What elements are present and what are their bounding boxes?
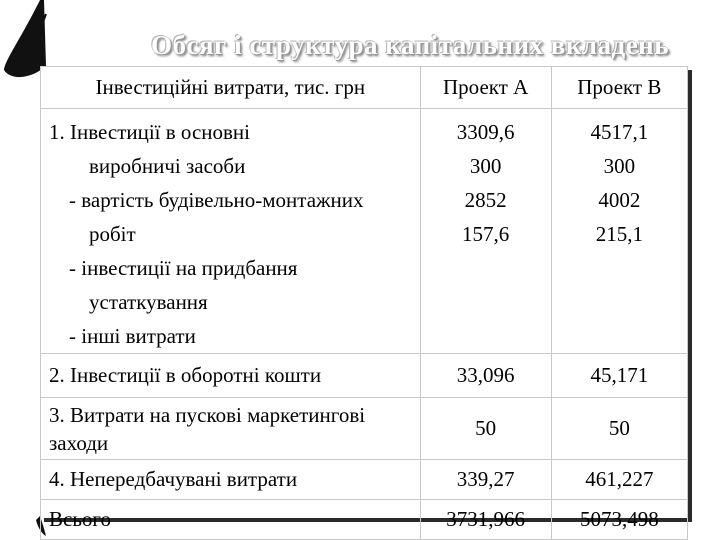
value: 4002 <box>598 188 641 212</box>
table-row-marketing <box>41 398 688 460</box>
cell-project-b-working-capital: 45,171 <box>551 354 687 398</box>
cell-project-b-total: 5073,498 <box>551 500 687 540</box>
label-line: устаткування <box>89 290 208 314</box>
cell-project-b-marketing: 50 <box>551 398 687 460</box>
label-line: - інші витрати <box>69 324 196 348</box>
cell-project-b-contingency: 461,227 <box>551 460 687 500</box>
cell-project-a-total: 3731,966 <box>420 500 551 540</box>
value: 2852 <box>464 188 507 212</box>
label-line: робіт <box>89 222 136 246</box>
value: 300 <box>469 154 502 178</box>
value: 3309,6 <box>456 120 515 144</box>
table-row-working-capital <box>41 354 688 398</box>
header-investment-costs: Інвестиційні витрати, тис. грн <box>41 67 421 109</box>
value: 4517,1 <box>590 120 649 144</box>
row-label-working-capital: 2. Інвестиції в оборотні кошти <box>41 354 421 398</box>
row-label-total: Всього <box>41 500 421 540</box>
table-row-total <box>41 500 688 540</box>
investment-table-container <box>40 66 688 531</box>
cell-project-a-marketing: 50 <box>420 398 551 460</box>
table-header-row <box>41 67 688 109</box>
header-project-a: Проект А <box>420 67 551 109</box>
value: 300 <box>603 154 636 178</box>
table-row-fixed-assets <box>41 109 688 354</box>
cell-project-a-working-capital: 33,096 <box>420 354 551 398</box>
label-line: - інвестиції на придбання <box>69 256 298 280</box>
row-label-contingency: 4. Непередбачувані витрати <box>41 460 421 500</box>
header-project-b: Проект В <box>551 67 687 109</box>
value: 157,6 <box>462 222 510 246</box>
label-line: виробничі засоби <box>89 154 246 178</box>
label-line: - вартість будівельно-монтажних <box>69 188 364 212</box>
cell-project-a-contingency: 339,27 <box>420 460 551 500</box>
cell-project-b-fixed-assets <box>551 109 687 354</box>
label-line: 1. Інвестиції в основні <box>49 120 250 144</box>
row-label-marketing: 3. Витрати на пускові маркетингові заходи <box>41 398 421 460</box>
table-row-contingency <box>41 460 688 500</box>
value: 215,1 <box>595 222 643 246</box>
investment-table <box>40 66 688 540</box>
page-title: Обсяг і структура капітальних вкладень <box>150 30 670 60</box>
row-label-fixed-assets <box>41 109 421 354</box>
cell-project-a-fixed-assets <box>420 109 551 354</box>
